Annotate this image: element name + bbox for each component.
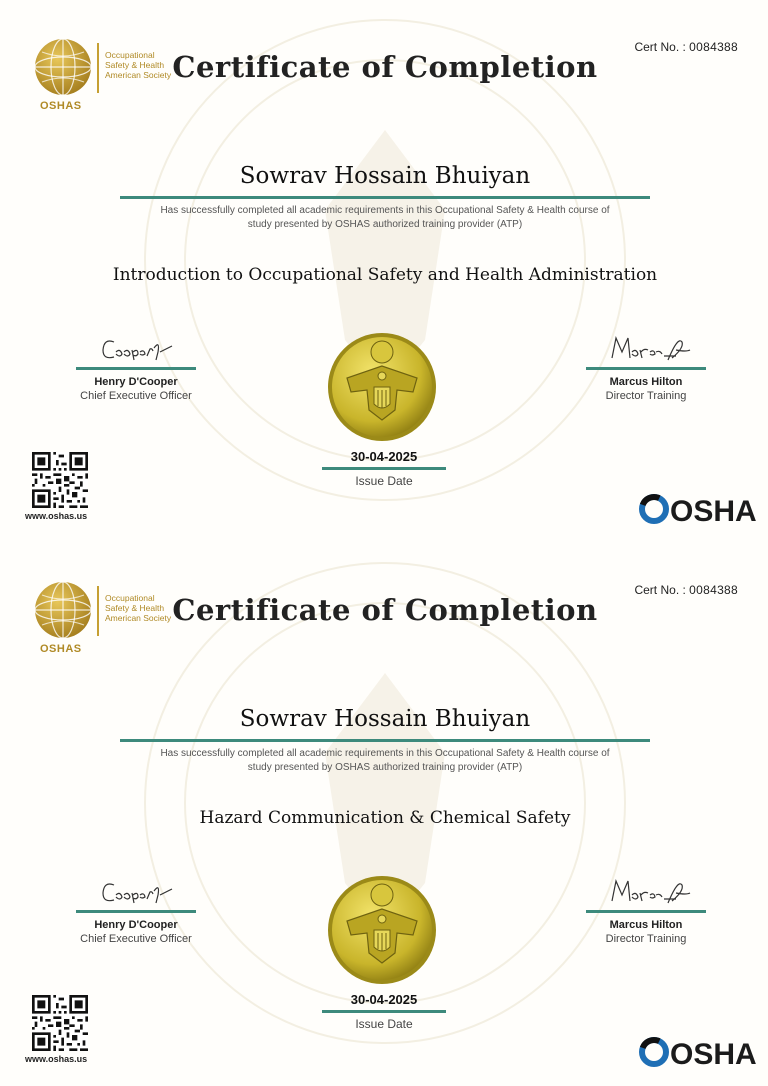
issue-date: 30-04-2025 [350, 449, 418, 464]
osha-logo [640, 1034, 757, 1071]
org-short-name: OSHAS [40, 643, 82, 655]
org-line-1: Occupational [105, 593, 155, 603]
signer-left-name: Henry D'Cooper [94, 376, 178, 388]
course-name: Hazard Communication & Chemical Safety [199, 808, 571, 828]
certificate-title: Certificate of Completion [172, 50, 598, 84]
course-name: Introduction to Occupational Safety and Health Administration [112, 265, 658, 285]
cert-no-value: 0084388 [689, 583, 738, 597]
website-url[interactable]: www.oshas.us [25, 1054, 88, 1064]
website-url[interactable]: www.oshas.us [25, 511, 88, 521]
signature-cooper [76, 330, 196, 366]
issue-date-label: Issue Date [355, 1017, 413, 1031]
org-line-3: American Society [105, 70, 172, 80]
oshas-globe-logo [34, 581, 92, 639]
signer-right-role: Director Training [605, 933, 687, 945]
osha-logo-text: OSHA [670, 1038, 757, 1071]
signature-block-right [586, 873, 706, 945]
signer-right-name: Marcus Hilton [609, 376, 683, 388]
org-line-2: Safety & Health [105, 60, 165, 70]
logo-divider [97, 43, 99, 93]
recipient-underline [120, 196, 650, 199]
certificate-title: Certificate of Completion [172, 593, 598, 627]
issue-date-label: Issue Date [355, 474, 413, 488]
cert-no-value: 0084388 [689, 40, 738, 54]
issue-date: 30-04-2025 [350, 992, 418, 1007]
osha-logo [640, 491, 757, 528]
signature-cooper [76, 873, 196, 909]
recipient-name: Sowrav Hossain Bhuiyan [239, 706, 531, 732]
signature-line-right [586, 910, 706, 913]
cert-no-label: Cert No. : [634, 583, 686, 597]
signature-block-left [76, 873, 196, 945]
great-seal-icon [327, 332, 437, 442]
org-short-name: OSHAS [40, 100, 82, 112]
signature-hilton [586, 330, 706, 366]
signature-hilton [586, 873, 706, 909]
certificate-number [634, 40, 738, 54]
cert-no-label: Cert No. : [634, 40, 686, 54]
osha-logo-text: OSHA [670, 495, 757, 528]
signer-right-role: Director Training [605, 390, 687, 402]
issue-date-line [322, 467, 446, 470]
signer-left-role: Chief Executive Officer [80, 390, 192, 402]
signature-line-right [586, 367, 706, 370]
signature-line-left [76, 367, 196, 370]
completion-description: Has successfully completed all academic requirements in this Occupational Safety & Health course of study presented by OSHAS authorized training provider (ATP) [160, 205, 610, 230]
completion-description: Has successfully completed all academic requirements in this Occupational Safety & Health course of study presented by OSHAS authorized training provider (ATP) [160, 748, 610, 773]
recipient-underline [120, 739, 650, 742]
signer-right-name: Marcus Hilton [609, 919, 683, 931]
qr-code[interactable] [32, 995, 88, 1051]
org-line-3: American Society [105, 613, 172, 623]
logo-divider [97, 586, 99, 636]
certificate-2 [0, 543, 768, 1086]
org-line-1: Occupational [105, 50, 155, 60]
great-seal-icon [327, 875, 437, 985]
qr-code[interactable] [32, 452, 88, 508]
signer-left-role: Chief Executive Officer [80, 933, 192, 945]
issue-date-line [322, 1010, 446, 1013]
certificate-number [634, 583, 738, 597]
signer-left-name: Henry D'Cooper [94, 919, 178, 931]
oshas-globe-logo [34, 38, 92, 96]
signature-line-left [76, 910, 196, 913]
recipient-name: Sowrav Hossain Bhuiyan [239, 163, 531, 189]
signature-block-right [586, 330, 706, 402]
signature-block-left [76, 330, 196, 402]
org-line-2: Safety & Health [105, 603, 165, 613]
